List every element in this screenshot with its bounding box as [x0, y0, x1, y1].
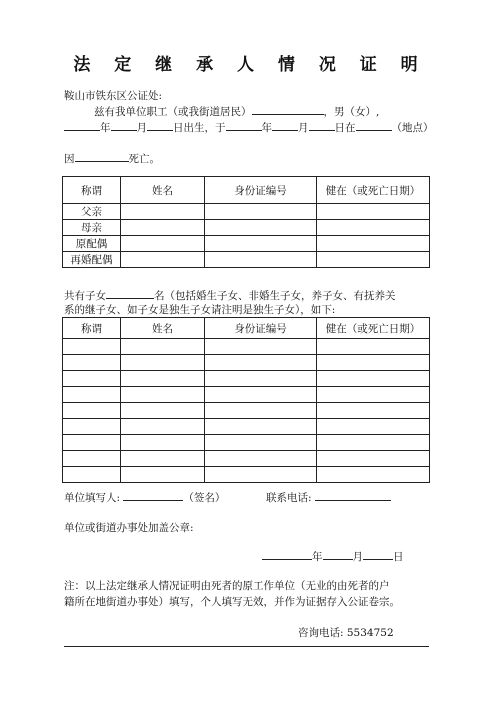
table-row	[63, 467, 430, 483]
id-cell[interactable]	[205, 387, 317, 403]
id-cell[interactable]	[205, 355, 317, 371]
phone-label: 联系电话:	[266, 492, 312, 504]
place-blank[interactable]	[356, 119, 392, 131]
relation-cell[interactable]	[63, 371, 121, 387]
death-month-blank[interactable]	[272, 119, 298, 131]
status-cell[interactable]	[317, 419, 430, 435]
header-status: 健在（或死亡日期）	[317, 177, 430, 204]
table-row	[63, 220, 430, 236]
name-cell[interactable]	[121, 355, 205, 371]
id-cell[interactable]	[205, 371, 317, 387]
at-label: 日在	[334, 122, 356, 134]
status-cell[interactable]	[317, 252, 430, 268]
children-count-blank[interactable]	[106, 287, 154, 299]
parents-table	[62, 176, 430, 268]
name-cell[interactable]	[121, 451, 205, 467]
addressee: 鞍山市铁东区公证处:	[64, 90, 163, 102]
id-cell[interactable]	[205, 339, 317, 355]
status-cell[interactable]	[317, 204, 430, 220]
header-status: 健在（或死亡日期）	[317, 318, 430, 339]
death-day-blank[interactable]	[309, 119, 335, 131]
footer-divider	[64, 646, 429, 647]
name-cell[interactable]	[121, 252, 205, 268]
relation-cell[interactable]	[63, 339, 121, 355]
death-cause-line	[64, 150, 160, 166]
gender-suffix: ，男（女）,	[323, 106, 380, 118]
status-cell[interactable]	[317, 387, 430, 403]
birth-death-line	[64, 119, 434, 135]
filler-line	[64, 489, 225, 505]
name-cell[interactable]	[121, 204, 205, 220]
table-row	[63, 451, 430, 467]
filler-blank[interactable]	[123, 489, 183, 501]
month-label: 月	[136, 122, 147, 134]
name-cell[interactable]	[121, 236, 205, 252]
seal-year-blank[interactable]	[262, 548, 312, 560]
header-relation: 称谓	[63, 177, 121, 204]
seal-day-blank[interactable]	[363, 548, 393, 560]
name-cell[interactable]	[121, 403, 205, 419]
name-cell[interactable]	[121, 339, 205, 355]
hotline: 咨询电话: 5534752	[298, 627, 394, 639]
id-cell[interactable]	[205, 451, 317, 467]
sign-note: （签名）	[183, 492, 226, 504]
relation-cell[interactable]	[63, 419, 121, 435]
table-row	[63, 355, 430, 371]
day-label: 日	[393, 551, 404, 563]
id-cell[interactable]	[205, 252, 317, 268]
table-row	[63, 387, 430, 403]
name-cell[interactable]	[121, 467, 205, 483]
status-cell[interactable]	[317, 236, 430, 252]
id-cell[interactable]	[205, 419, 317, 435]
note-line-1: 注：以上法定继承人情况证明由死者的原工作单位（无业的由死者的户	[64, 580, 390, 592]
name-cell[interactable]	[121, 387, 205, 403]
year-label: 年	[312, 551, 323, 563]
relation-cell[interactable]	[63, 387, 121, 403]
cause-blank[interactable]	[75, 150, 129, 162]
status-cell[interactable]	[317, 435, 430, 451]
children-text-1: 名（包括婚生子女、非婚生子女，养子女、有抚养关	[154, 290, 396, 302]
id-cell[interactable]	[205, 403, 317, 419]
year-label: 年	[100, 122, 111, 134]
birth-year-blank[interactable]	[64, 119, 100, 131]
status-cell[interactable]	[317, 451, 430, 467]
children-prefix: 共有子女	[64, 290, 106, 302]
header-name: 姓名	[121, 177, 205, 204]
header-relation: 称谓	[63, 318, 121, 339]
born-label: 日出生，于	[173, 122, 226, 134]
cause-prefix: 因	[64, 153, 75, 165]
document-title: 法 定 继 承 人 情 况 证 明	[73, 55, 427, 75]
id-cell[interactable]	[205, 204, 317, 220]
place-label: （地点）	[391, 122, 434, 134]
table-row	[63, 435, 430, 451]
header-name: 姓名	[121, 318, 205, 339]
status-cell[interactable]	[317, 467, 430, 483]
children-line-1	[64, 287, 396, 303]
header-id: 身份证编号	[205, 318, 317, 339]
phone-line	[266, 489, 391, 505]
employee-prefix: 兹有我单位职工（或我街道居民）	[94, 106, 252, 118]
table-row	[63, 204, 430, 220]
id-cell[interactable]	[205, 467, 317, 483]
table-row	[63, 339, 430, 355]
relation-cell: 父亲	[63, 204, 121, 220]
month-label: 月	[352, 551, 363, 563]
year-label: 年	[261, 122, 272, 134]
id-cell[interactable]	[205, 435, 317, 451]
note-line-2: 籍所在地街道办事处）填写，个人填写无效，并作为证据存入公证卷宗。	[64, 596, 400, 608]
relation-cell[interactable]	[63, 435, 121, 451]
name-cell[interactable]	[121, 371, 205, 387]
seal-label: 单位或街道办事处加盖公章:	[64, 522, 194, 534]
status-cell[interactable]	[317, 339, 430, 355]
relation-cell: 母亲	[63, 220, 121, 236]
table-row	[63, 419, 430, 435]
filler-label: 单位填写人:	[64, 492, 121, 504]
relation-cell[interactable]	[63, 451, 121, 467]
status-cell[interactable]	[317, 371, 430, 387]
month-label: 月	[298, 122, 309, 134]
relation-cell: 再婚配偶	[63, 252, 121, 268]
children-table	[62, 317, 430, 483]
status-cell[interactable]	[317, 355, 430, 371]
status-cell[interactable]	[317, 220, 430, 236]
table-header-row	[63, 318, 430, 339]
table-row	[63, 252, 430, 268]
death-year-blank[interactable]	[226, 119, 262, 131]
header-id: 身份证编号	[205, 177, 317, 204]
table-row	[63, 403, 430, 419]
seal-date-line	[262, 548, 404, 564]
relation-cell[interactable]	[63, 467, 121, 483]
name-cell[interactable]	[121, 435, 205, 451]
relation-cell: 原配偶	[63, 236, 121, 252]
name-cell[interactable]	[121, 419, 205, 435]
relation-cell[interactable]	[63, 403, 121, 419]
name-cell[interactable]	[121, 220, 205, 236]
id-cell[interactable]	[205, 236, 317, 252]
children-line-2: 系的继子女、如子女是独生子女请注明是独生子女），如下:	[64, 304, 336, 316]
table-header-row	[63, 177, 430, 204]
status-cell[interactable]	[317, 403, 430, 419]
birth-day-blank[interactable]	[147, 119, 173, 131]
id-cell[interactable]	[205, 220, 317, 236]
cause-suffix: 死亡。	[128, 153, 160, 165]
name-blank[interactable]	[252, 103, 324, 115]
birth-month-blank[interactable]	[111, 119, 137, 131]
table-row	[63, 236, 430, 252]
employee-line	[94, 103, 379, 119]
phone-blank[interactable]	[315, 489, 391, 501]
table-row	[63, 371, 430, 387]
seal-month-blank[interactable]	[323, 548, 353, 560]
relation-cell[interactable]	[63, 355, 121, 371]
